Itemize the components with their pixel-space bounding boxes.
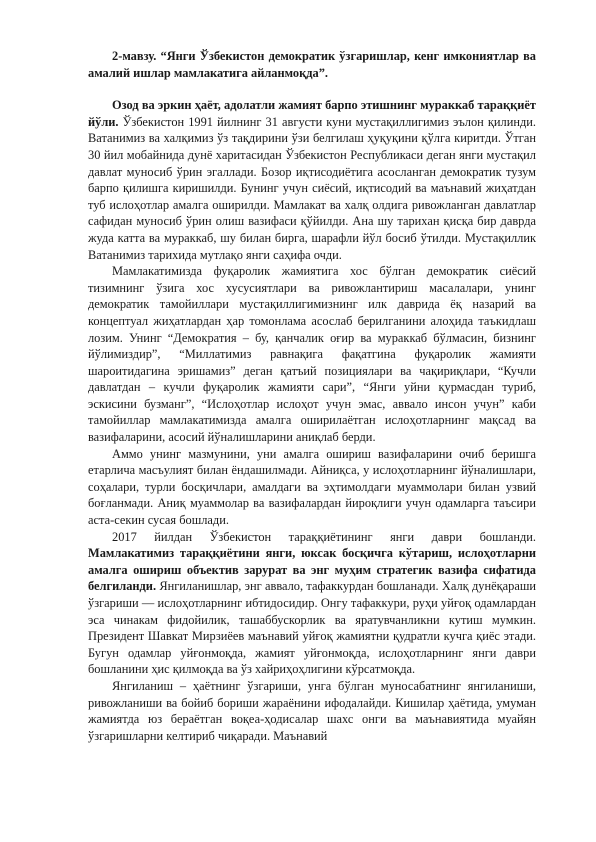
paragraph-1: [88, 97, 536, 263]
paragraph-1-body: Ўзбекистон 1991 йилнинг 31 августи куни мустақиллигимиз эълон қилинди. Ватанимиз ва халқимиз ўз тақдирини ўзи белгилаш ҳуқуқини қўлга киритди. Ўтган 30 йил мобайнида дунё харитасидан Ўзбекистон Республикаси деган янги мустақил давлат муносиб ўрин эгаллади. Бозор иқтисодиётига асосланган демократик тузум барпо қилишга киришилди. Бунинг учун сиёсий, иқтисодий ва маънавий жиҳатдан туб ислоҳотлар амалга оширилди. Мамлакат ва халқ олдига ривожланган давлатлар сафидан муносиб ўрин олиш вазифаси қўйилди. Ана шу тарихан қисқа бир даврда жуда катта ва мураккаб, шу билан бирга, шарафли йўл босиб ўтилди. Мустақиллик Ватанимиз тарихида мутлақо янги саҳифа очди.: [88, 114, 536, 262]
paragraph-3-body: Аммо унинг мазмунини, уни амалга ошириш вазифаларини очиб беришга етарлича масъулият билан ёндашилмади. Айниқса, у ислоҳотларнинг йўналишлари, соҳалари, турли босқичлари, амалдаги ва эҳтимолдаги муаммолари билан узвий боғланмади. Аниқ муаммолар ва вазифалардан йироқлиги учун одамларга таъсири аста-секин сусая бошлади.: [88, 446, 536, 528]
topic-title: 2-мавзу. “Янги Ўзбекистон демократик ўзгаришлар, кенг имкониятлар ва амалий ишлар мамлакатига айланмоқда”.: [88, 49, 536, 80]
paragraph-4-body: Янгиланишлар, энг аввало, тафаккурдан бошланади. Халқ дунёқараши ўзгариши — ислоҳотларнинг ибтидосидир. Онгу тафаккури, руҳи уйғоқ одамлардан эса чинакам фидойилик, ташаббускорлик ва яратувчанликни кутиш мумкин. Президент Шавкат Мирзиёев маънавий уйғоқ жамиятни қудратли кучга қиёс этади. Бугун одамлар уйғонмоқда, жамият уйғонмоқда, ислоҳотларнинг янги даври бошланини ҳис қилмоқда ва ўз хайриҳоҳлигини кўрсатмоқда.: [88, 579, 536, 677]
paragraph-5-body: Янгиланиш – ҳаётнинг ўзгариши, унга бўлган муносабатнинг янгиланиши, ривожланиши ва бойиб бориши жараёнини ифодалайди. Кишилар ҳаётида, умуман жамиятда юз бераётган воқеа-ҳодисалар шахс онги ва маънавиятида муайян ўзгаришларни келтириб чиқаради. Маънавий: [88, 678, 536, 743]
paragraph-4-emphasis: Мамлакатимиз тараққиётини янги, юксак босқичга кўтариш, ислоҳотларни амалга ошириш объектив зарурат ва энг муҳим стратегик вазифа сифатида белгиланди.: [88, 546, 536, 594]
paragraph-1-heading: Озод ва эркин ҳаёт, адолатли жамият барпо этишнинг мураккаб тараққиёт йўли.: [88, 98, 536, 129]
paragraph-2: [88, 263, 536, 446]
paragraph-4: [88, 529, 536, 678]
paragraph-4-lead: 2017 йилдан Ўзбекистон тараққиётининг янги даври бошланди.: [112, 529, 536, 544]
paragraph-5: [88, 678, 536, 744]
paragraph-2-body: Мамлакатимизда фуқаролик жамиятига хос бўлган демократик сиёсий тизимнинг ўзига хос хусусиятлари ва ривожлантириш масалалари, унинг демократик тамойиллари мустақиллигимизнинг илк даврида ёқ назарий ва концептуал жиҳатлардан ҳар томонлама асослаб берилганини алоҳида таъкидлаш лозим. Унинг “Демократия – бу, қанчалик оғир ва мураккаб бўлмасин, бизнинг йўлимиздир”, “Миллатимиз равнақига фақатгина фуқаролик жамияти шароитидагина эришамиз” деган қатъий позициялари ва чақириқлари, “Кучли давлатдан – кучли фуқаролик жамияти сари”, “Янги уйни қурмасдан туриб, эскисини бузманг”, “Ислоҳотлар ислоҳот учун эмас, аввало инсон учун” каби тамойиллар мамлакатимизда амалга оширилаётган ислоҳотларнинг мақсад ва вазифаларини, асосий йўналишларини аниқлаб берди.: [88, 264, 536, 445]
spacer: [88, 81, 536, 97]
document-page: [88, 48, 536, 744]
paragraph-3: [88, 446, 536, 529]
